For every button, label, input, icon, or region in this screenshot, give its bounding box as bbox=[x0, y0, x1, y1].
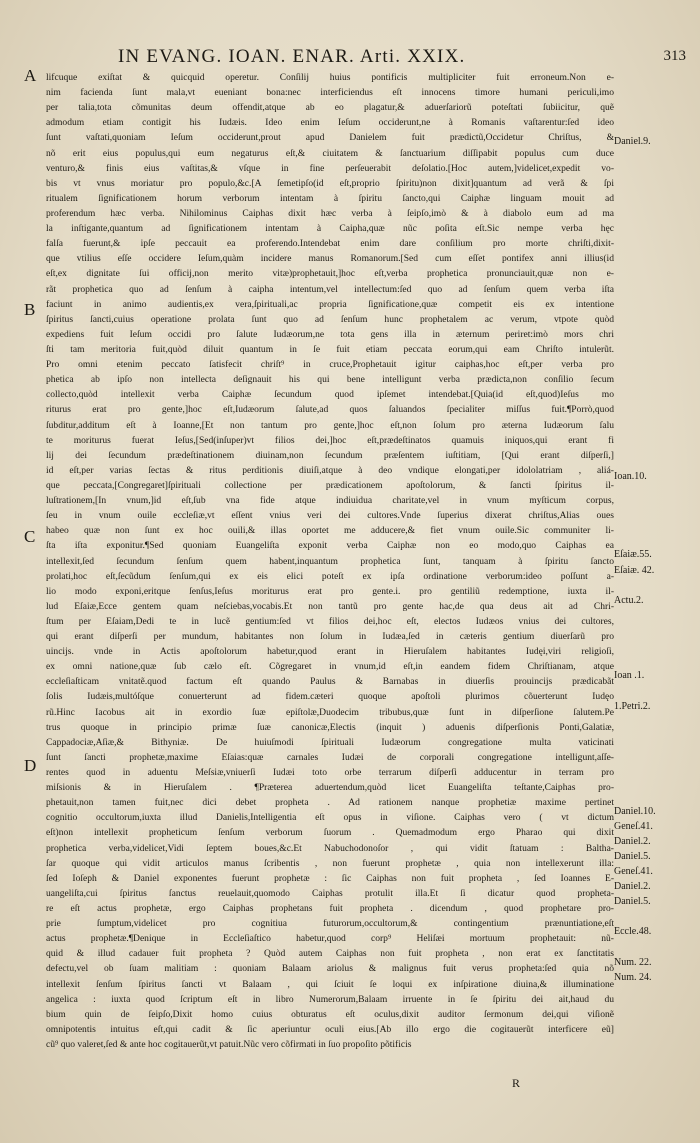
text-line: bium quin de ſeipſo,Dixit homo cuius obturatus eſt oculus,dixit auditor ſermonum dei,qui viſionẽ bbox=[46, 1008, 614, 1020]
text-line: eſt)non intellexit propheticum ſenſum verborum ſuorum . Quemadmodum ergo Pharao qui dixit bbox=[46, 827, 614, 839]
text-line: intellexit,ſed ſecundum ſenſum quem habent,inquantum prophetica ſunt, tanquam à ſpiritu ſancto bbox=[46, 555, 614, 567]
text-line: intellexit ſenſum ſpiritus ſancti vt Balaam , qui ſciuit ſe loqui ex inſpiratione diuina,& illuminatione bbox=[46, 978, 614, 990]
margin-reference: Actu.2. bbox=[614, 595, 644, 606]
text-line: actus prophetæ.¶Denique in Eccleſiaſtico habetur,quod corp⁹ Heliſæi mortuum prophetauit: nũ- bbox=[46, 933, 614, 945]
text-line: expediens fuit Ieſum occidi pro ſalute Iudæorum,ne tota gens illa in æternum periret:imò mors chri bbox=[46, 328, 614, 340]
text-line: rũ.Hinc Iacobus ait in exordio ſuæ epiſtolæ,Duodecim tribubus,quæ ſunt in diſperſione ſalutem.Pe bbox=[46, 706, 614, 718]
text-line: ex omni natione,quæ ſub cælo eſt. Cõgregaret in vnum,id eſt,in eandem fidem Chriſtianam, atque bbox=[46, 661, 614, 673]
text-line: que peccata,[Congregaret]ſpirituali collectione per prædicationem apoſtolorum, & ſancti ſpiritus il- bbox=[46, 479, 614, 491]
text-line: bis vt vnus moriatur pro populo,&c.[A ſemetipſo(id eſt,proprio ſpiritu)non dixit]quantum ad verã & ſpi bbox=[46, 177, 614, 189]
text-line: ſubditur,additum eſt à Ioanne,[Et non tantum pro gente,]hoc eſt,non ſolum pro æterna Iudæorum ſalu bbox=[46, 419, 614, 431]
text-line: omnipotentis intuitus eſt,qui cadit & ſic aperiuntur oculi eius.[Ab illo ergo die cogitauerũt interficere eũ] bbox=[46, 1023, 614, 1035]
text-line: proferendum hæc verba. Nihilominus Caiphas dixit hæc verba à ſeipſo,imò & à diabolo eum ad ma bbox=[46, 207, 614, 219]
text-line: id eſt,per varias ſectas & ritus perditionis diuiſi,atque à deo vndique elongati,per idololatriam , aliá- bbox=[46, 464, 614, 476]
text-line: lifcuque exiſtat & quicquid operetur. Conſilij huius pontificis multipliciter fuit erroneum.Non e- bbox=[46, 72, 614, 83]
text-line: trus quoque in principio primæ ſuæ canonicæ,Electis (inquit ) aduenis diſperſionis Ponti,Galatiæ, bbox=[46, 721, 614, 733]
margin-reference: Geneſ.41. bbox=[614, 821, 653, 832]
text-line: cũ⁹ quo valeret,ſed & ante hoc cogitauerũt,vt patuit.Nũc vero cõfirmati in ſuo propoſito põtificis bbox=[46, 1039, 412, 1050]
text-line: venturo,& finis eius vaſtitas,& vſque in fine perſeuerabit deſolatio.[Hoc autem,]videlicet,expedit vo- bbox=[46, 162, 614, 174]
text-line: miſsionis & in Hieruſalem . ¶Præterea aduertendum,quòd licet Euangeliſta teſtante,Caiphas pro- bbox=[46, 782, 614, 794]
text-line: la inſtigante,quantum ad ſignificationem intentam à Caipha,quæ nũc poſita eſt.Sic nempe verba hęc bbox=[46, 223, 614, 235]
text-line: rãt prophetica quo ad ſenſum à caipha intentum,vel intellectum:ſed quo ad ſenſum quem verba iſta bbox=[46, 283, 614, 295]
text-line: ſti tam meritoria fuit,quòd diluit quantum in ſe fuit etiam peccata eorum,qui eam Chriſto intulerũt. bbox=[46, 343, 614, 355]
text-line: angelica : iuxta quod ſcriptum eſt in libro Numerorum,Balaam irruente in ſe ſpiritu dei ait,haud du bbox=[46, 993, 614, 1005]
margin-reference: Eccle.48. bbox=[614, 926, 652, 937]
text-line: ſolis Iudæis,multóſque conuerterunt ad fidem.cæteri quoque apoſtoli plurimos cõuerterunt Iudęo bbox=[46, 691, 614, 703]
section-letter-b: B bbox=[24, 300, 36, 319]
text-line: prie ſumptum,videlicet pro cognitiua futurorum,occultorum,& contingentium prænuntiatione,eſt bbox=[46, 918, 614, 930]
page-header bbox=[0, 46, 700, 68]
text-line: phetica ab ipſo non intellecta deſignauit his qui bene intelligunt verba prædicta,non conſilio ſecum bbox=[46, 374, 614, 386]
margin-reference: Daniel.2. bbox=[614, 881, 651, 892]
margin-reference: Daniel.10. bbox=[614, 806, 656, 817]
margin-reference: Daniel.2. bbox=[614, 836, 651, 847]
margin-reference: Ioan.10. bbox=[614, 471, 647, 482]
margin-reference: Daniel.9. bbox=[614, 136, 651, 147]
text-line: te moriturus fuerat Ieſus,[Sed(inſuper)vt filios dei,]hoc eſt,prædeſtinatos quamuis iniquos,qui erant fi bbox=[46, 434, 614, 446]
text-line: ſunt vaſtati,quoniam Ieſum occiderunt,prout apud Danielem fuit prædictũ,Occidetur Chriſtus, & bbox=[46, 132, 614, 144]
text-line: cognitio occultorum,iuxta illud Danielis,Intelligentia eſt opus in viſione. Caiphas vero ( vt dictum bbox=[46, 812, 614, 824]
text-line: eſt,ex dignitate ſui officij,non merito vitæ)prophetauit,]hoc eſt,verba prophetica pronunciauit,quæ non e- bbox=[46, 268, 614, 280]
section-letter-c: C bbox=[24, 527, 36, 546]
text-line: nõ erit eius populus,qui eum negaturus eſt,& ciuitatem & ſanctuarium diſſipabit populus cum duce bbox=[46, 147, 614, 159]
text-line: ſeu in vnum ouile eccleſiæ,vt eſſent vnius veri dei cultores.Vnde ſuperius dixerat chriſtus,Alias oues bbox=[46, 510, 614, 522]
margin-reference: Eſaiæ.55. bbox=[614, 549, 652, 560]
text-line: ſtum per Eſaiam,Dedi te in lucẽ gentium:ſed vt filios dei,hoc eſt, electos Iudæos vnius dei cultores, bbox=[46, 615, 614, 627]
margin-reference: Eſaiæ. 42. bbox=[614, 565, 655, 576]
text-line: nim facienda ſunt mala,vt eueniant bona:nec interficiendus eſt innocens timore humani periculi,imo bbox=[46, 87, 614, 99]
section-letter-a: A bbox=[24, 66, 37, 85]
text-line: defectu,vel ob ſuam malitiam : quoniam Balaam ariolus & malignus fuit verus propheta:ſed quia nõ bbox=[46, 963, 614, 975]
text-line: habeo quæ non ſunt ex hoc ouili,& illas oportet me adducere,& fiet vnum ouile.Sic communiter li- bbox=[46, 525, 614, 537]
text-line: re eſt actus prophetæ, ergo Caiphas prophetans fuit propheta . dicendum , quod prophetare pro- bbox=[46, 903, 614, 915]
margin-reference: Num. 22. bbox=[614, 957, 652, 968]
text-line: ritualem ſignificationem horum verborum intentam à ſpiritu ſancto,qui Caiphæ linguam mouit ad bbox=[46, 192, 614, 204]
text-line: qui erant diſperſi per mundum, habitantes non ſolum in Iudæa,ſed in cæteris gentium diuerſarũ pro bbox=[46, 631, 614, 643]
running-head: IN EVANG. IOAN. ENAR. Arti. XXIX. bbox=[118, 46, 466, 67]
text-line: luſtrationem,[In vnum,]id eſt,ſub vna fide atque indiuidua charitate,vel in vnum myſticum corpus, bbox=[46, 495, 614, 507]
text-line: ſed Ioſeph & Daniel exponentes fuerunt prophetæ : ſic Caiphas non fuit propheta , ſed Ioannes E- bbox=[46, 872, 614, 884]
text-line: lij dei ſecundum prædeſtinationem diuinam,non ſecundum præſentem iuſtitiam, [Qui erant diſperſi,] bbox=[46, 449, 614, 461]
margin-reference: Num. 24. bbox=[614, 972, 652, 983]
text-line: ſunt ſancti prophetæ,maxime Eſaias:quæ carnales Iudæi de corporali congregatione intelligunt,aſſe- bbox=[46, 751, 614, 763]
margin-reference: Daniel.5. bbox=[614, 896, 651, 907]
folio-number: 313 bbox=[663, 48, 686, 64]
text-line: per talia,tota cõmunitas deum offendit,atque ab eo plagatur,& aduerſariorũ poteſtati ſubiicitur, quẽ bbox=[46, 102, 614, 114]
margin-reference: Ioan .1. bbox=[614, 670, 645, 681]
text-line: prolati,hoc eſt,ſecũdum ſenſum,qui ex eis elici poteſt ex ipſa ordinatione verborum:ideo poſſunt a- bbox=[46, 570, 614, 582]
text-line: riturus erat pro gente,]hoc eſt,Iudæorum ſalute,ad quos ſaluandos ſpecialiter miſſus fuit.¶Porrò,quod bbox=[46, 404, 614, 416]
text-line: uincijs. vnde in Actis apoſtolorum habetur,quod erant in Hieruſalem habitantes Iudęi,viri religioſi, bbox=[46, 646, 614, 658]
text-line: ſta iſta exponitur.¶Sed quoniam Euangeliſta exponit verba Caiphæ non eo modo,quo Caiphas ea bbox=[46, 540, 614, 552]
margin-reference: 1.Petri.2. bbox=[614, 701, 651, 712]
margin-reference: Geneſ.41. bbox=[614, 866, 653, 877]
text-line: collecto,quòd intellexit verba Caiphæ ſecundum quod ipſemet intendebat.[Quia(id eſt,quod)Ieſus mo bbox=[46, 389, 614, 401]
text-line: prophetica verba,videlicet,Vidi ſeptem boues,&c.Et Nabuchodonoſor , qui vidit ſtatuam : Baltha- bbox=[46, 842, 614, 854]
text-line: rentes quod in aduentu Meſsiæ,vniuerſi Iudæi toto orbe terrarum diſperſi adducentur in terram pro bbox=[46, 767, 614, 779]
catchword: R bbox=[512, 1076, 521, 1090]
text-line: uangeliſta,cui ſpiritus ſanctus reuelauit,quomodo Caiphas protulit illa.Et ſi dicatur quod propheta- bbox=[46, 887, 614, 899]
margin-reference: Daniel.5. bbox=[614, 851, 651, 862]
text-line: ſpiritus ſancti,cuius operatione prolata ſunt quo ad ſenſum hunc prophetalem ac verum, vtpote quòd bbox=[46, 313, 614, 325]
text-line: phetauit,non tamen fuit,nec dici debet propheta . Ad rationem nanque prophetiæ maxime pertinet bbox=[46, 797, 614, 809]
text-line: ſar quoque qui vidit articulos manus ſcribentis , non fuerunt prophetæ , quia non intellexerunt illa: bbox=[46, 857, 614, 869]
text-line: quid & illud cadauer fuit propheta ? Quòd autem Caiphas non fuit propheta , non erat ex ſanctitatis bbox=[46, 948, 614, 960]
text-line: eccleſiaſticam vnitatẽ.quod factum eſt quando Paulus & Barnabas in diuerſis prouincijs prædicabãt bbox=[46, 676, 614, 688]
text-line: Cappadociæ,Aſiæ,& Bithyniæ. De huiuſmodi ſpirituali Iudæorum congregatione multa vaticinati bbox=[46, 736, 614, 748]
text-line: falſa fuerunt,& ipſe peccauit ea proferendo.Intendebat enim dare conſilium pro morte chriſti,dixit- bbox=[46, 238, 614, 250]
text-line: faciunt in animo audientis,ex vera,ſpirituali,ac propria ſignificatione,quæ competit eis ex intentione bbox=[46, 298, 614, 310]
commentary-text-block bbox=[46, 70, 614, 1052]
text-line: Pro omni etenim peccato ſatisfecit chriſt⁹ in cruce,Prophetauit igitur caiphas,hoc eſt,per verba pro bbox=[46, 359, 614, 371]
text-line: lio modo exponi,eritque ſenſus,Ieſus moriturus erat pro gente.i. pro gentiliũ redemptione, iuxta il- bbox=[46, 585, 614, 597]
section-letter-d: D bbox=[24, 756, 37, 775]
text-line: que vtilius eſſe occidere Ieſum,quàm incidere manus Romanorum.[Sed cum eſſet pontifex anni illius(id bbox=[46, 253, 614, 265]
text-line: lud Eſaiæ,Ecce gentem quam neſciebas,vocabis.Et non tantũ pro gente hac,de qua deus ait ad Chri- bbox=[46, 600, 614, 612]
text-line: admodum etiam contigit his Iudæis. Ideo enim Ieſum occiderunt,ne à Romanis vaſtarentur:ſed ideo bbox=[46, 117, 614, 129]
